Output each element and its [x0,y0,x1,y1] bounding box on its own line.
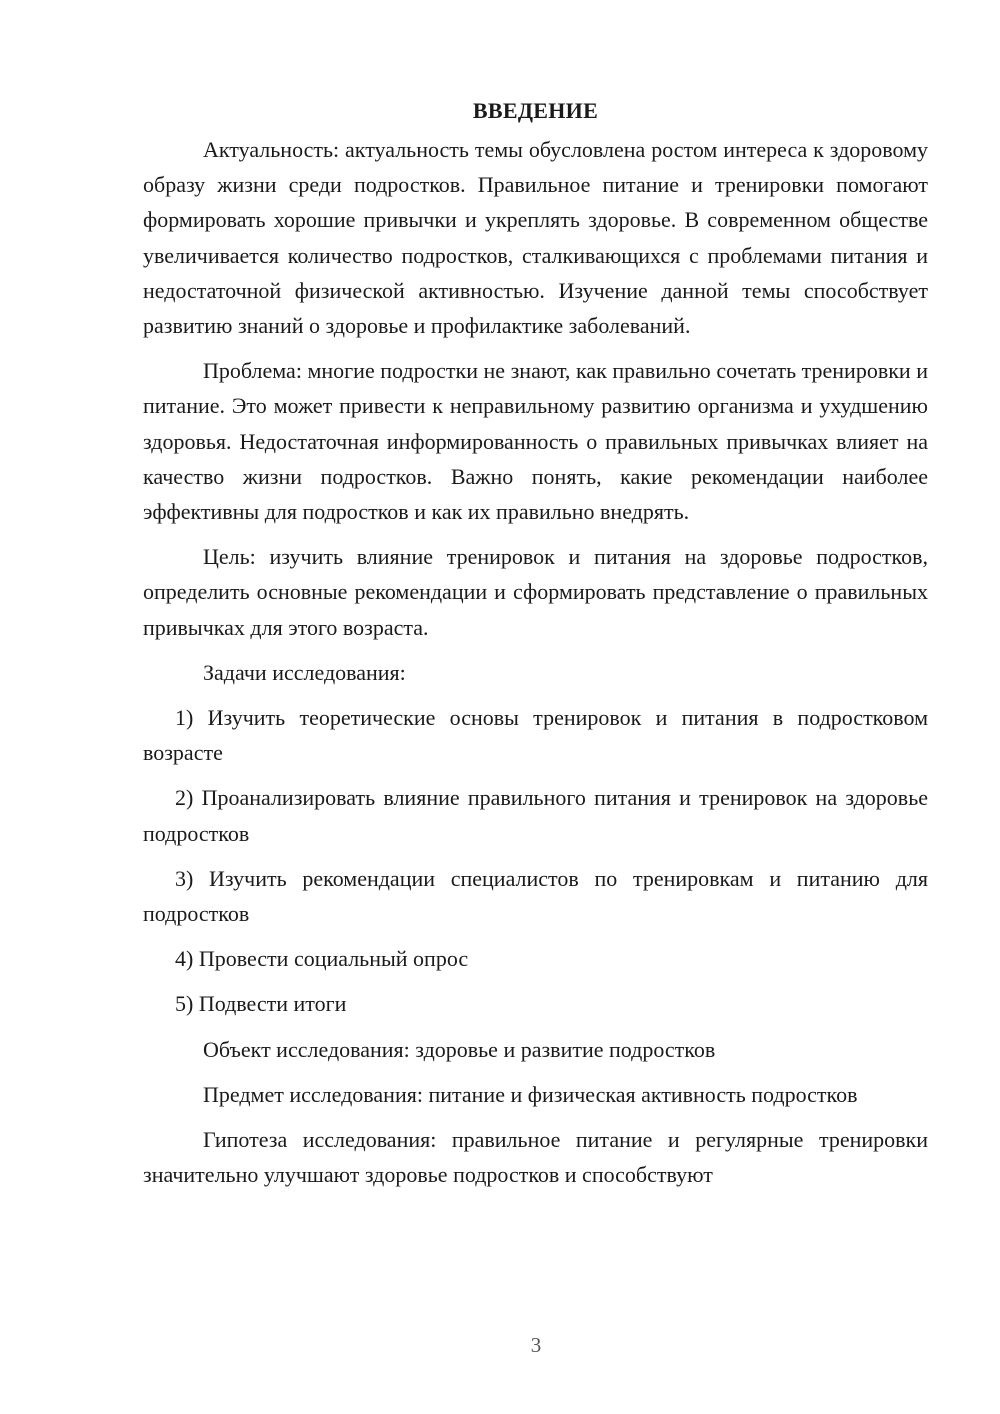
task-item-1: 1) Изучить теоретические основы тренировок и питания в подростковом возрасте [143,705,928,766]
subject-paragraph: Предмет исследования: питание и физическая активность подростков [203,1081,858,1107]
task-item-2: 2) Проанализировать влияние правильного питания и тренировок на здоровье подростков [143,785,928,846]
section-title: ВВЕДЕНИЕ [472,98,599,123]
page-body [143,93,928,1202]
relevance-paragraph: Актуальность: актуальность темы обусловлена ростом интереса к здоровому образу жизни среди подростков. Правильное питание и тренировки помогают формировать хорошие привычки и укреплять здоровье. В современном обществе увеличивается количество подростков, сталкивающихся с проблемами питания и недостаточной физической активностью. Изучение данной темы способствует развитию знаний о здоровье и профилактике заболеваний. [143,137,928,339]
task-item-4: 4) Провести социальный опрос [175,946,469,972]
object-paragraph: Объект исследования: здоровье и развитие подростков [203,1036,716,1062]
page-number: 3 [530,1333,542,1357]
task-item-5: 5) Подвести итоги [175,991,347,1017]
goal-paragraph: Цель: изучить влияние тренировок и питания на здоровье подростков, определить основные рекомендации и сформировать представление о правильных привычках для этого возраста. [143,544,928,640]
task-item-3: 3) Изучить рекомендации специалистов по тренировкам и питанию для подростков [143,865,928,927]
tasks-heading: Задачи исследования: [203,659,406,685]
problem-paragraph: Проблема: многие подростки не знают, как правильно сочетать тренировки и питание. Это может привести к неправильному развитию организма и ухудшению здоровья. Недостаточная информированность о правильных привычках влияет на качество жизни подростков. Важно понять, какие рекомендации наиболее эффективны для подростков и как их правильно внедрять. [143,358,928,525]
hypothesis-paragraph: Гипотеза исследования: правильное питание и регулярные тренировки значительно улучшают здоровье подростков и способствуют [143,1127,928,1188]
